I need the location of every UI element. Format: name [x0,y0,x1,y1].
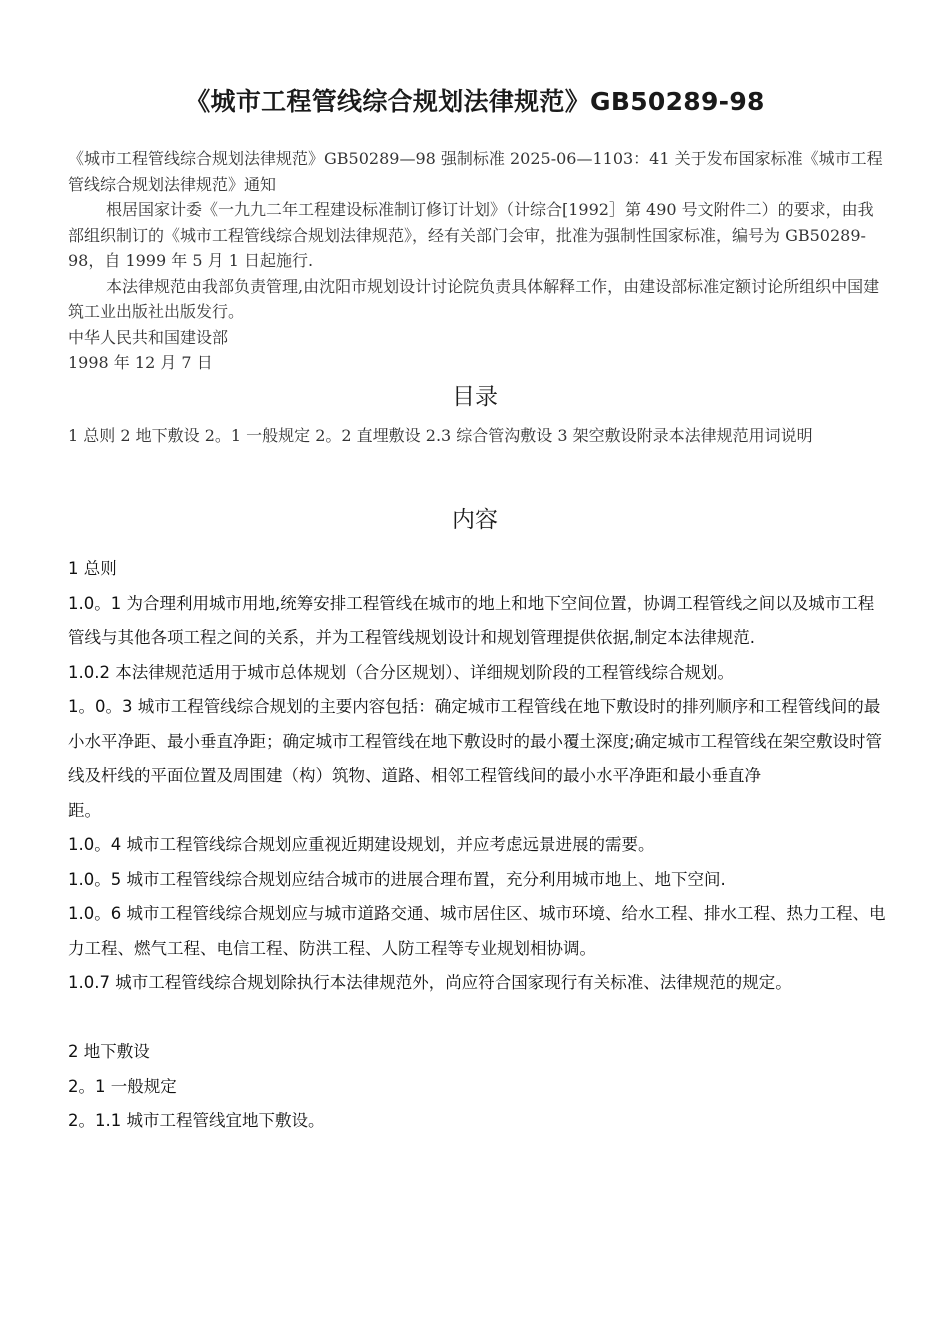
content-heading: 内容 [452,507,498,533]
intro-paragraph-2: 本法律规范由我部负责管理,由沈阳市规划设计讨论院负责具体解释工作，由建设部标准定额讨论所组织中国建筑工业出版社出版发行。 [68,276,880,321]
document-title: 《城市工程管线综合规划法律规范》GB50289-98 [185,87,765,116]
clause-1-0-6: 1.0。6 城市工程管线综合规划应与城市道路交通、城市居住区、城市环境、给水工程、排水工程、热力工程、电力工程、燃气工程、电信工程、防洪工程、人防工程等专业规划相协调。 [68,904,886,958]
section-heading: 1 总则 [68,559,117,578]
clause-1-0-3-end: 距。 [68,800,101,820]
clause-1-0-4: 1.0。4 城市工程管线综合规划应重视近期建设规划，并应考虑远景进展的需要。 [68,835,655,854]
toc-heading: 目录 [452,384,498,410]
toc-text: 1 总则 2 地下敷设 2。1 一般规定 2。2 直埋敷设 2.3 综合管沟敷设 3 架空敷设附录本法律规范用词说明 [68,426,813,445]
clause-1-0-3: 1。0。3 城市工程管线综合规划的主要内容包括：确定城市工程管线在地下敷设时的排列顺序和工程管线间的最小水平净距、最小垂直净距；确定城市工程管线在地下敷设时的最小覆土深度;确定城市工程管线在架空敷设时管线及杆线的平面位置及周围建（构）筑物、道路、相邻工程管线间的最小水平净距和最小垂直净 [68,697,883,785]
intro-section [68,146,886,376]
issue-date: 1998 年 12 月 7 日 [68,353,213,372]
intro-notice-line: 《城市工程管线综合规划法律规范》GB50289—98 强制标准 2025-06—1103：41 关于发布国家标准《城市工程管线综合规划法律规范》通知 [68,149,883,194]
spacer [68,1001,890,1036]
intro-paragraph-1: 根居国家计委《一九九二年工程建设标准制订修订计划》（计综合[1992］第 490 号文附件二）的要求，由我部组织制订的《城市工程管线综合规划法律规范》，经有关部门会审，批准为强制性国家标准，编号为 GB50289-98，自 1999 年 5 月 1 日起施行. [68,200,874,270]
clause-1-0-5: 1.0。5 城市工程管线综合规划应结合城市的进展合理布置，充分利用城市地上、地下空间. [68,869,726,889]
clause-1-0-1: 1.0。1 为合理利用城市用地,统筹安排工程管线在城市的地上和地下空间位置，协调工程管线之间以及城市工程管线与其他各项工程之间的关系，并为工程管线规划设计和规划管理提供依据,制定本法律规范. [68,593,875,647]
section-heading: 2 地下敷设 [68,1042,150,1061]
content-body [68,552,890,1139]
clause-2-1-1: 2。1.1 城市工程管线宜地下敷设。 [68,1111,325,1130]
subsection-heading: 2。1 一般规定 [68,1076,177,1096]
issuer: 中华人民共和国建设部 [68,327,229,347]
clause-1-0-2: 1.0.2 本法律规范适用于城市总体规划（合分区规划）、详细规划阶段的工程管线综合规划。 [68,662,734,682]
clause-1-0-7: 1.0.7 城市工程管线综合规划除执行本法律规范外，尚应符合国家现行有关标准、法律规范的规定。 [68,973,792,992]
